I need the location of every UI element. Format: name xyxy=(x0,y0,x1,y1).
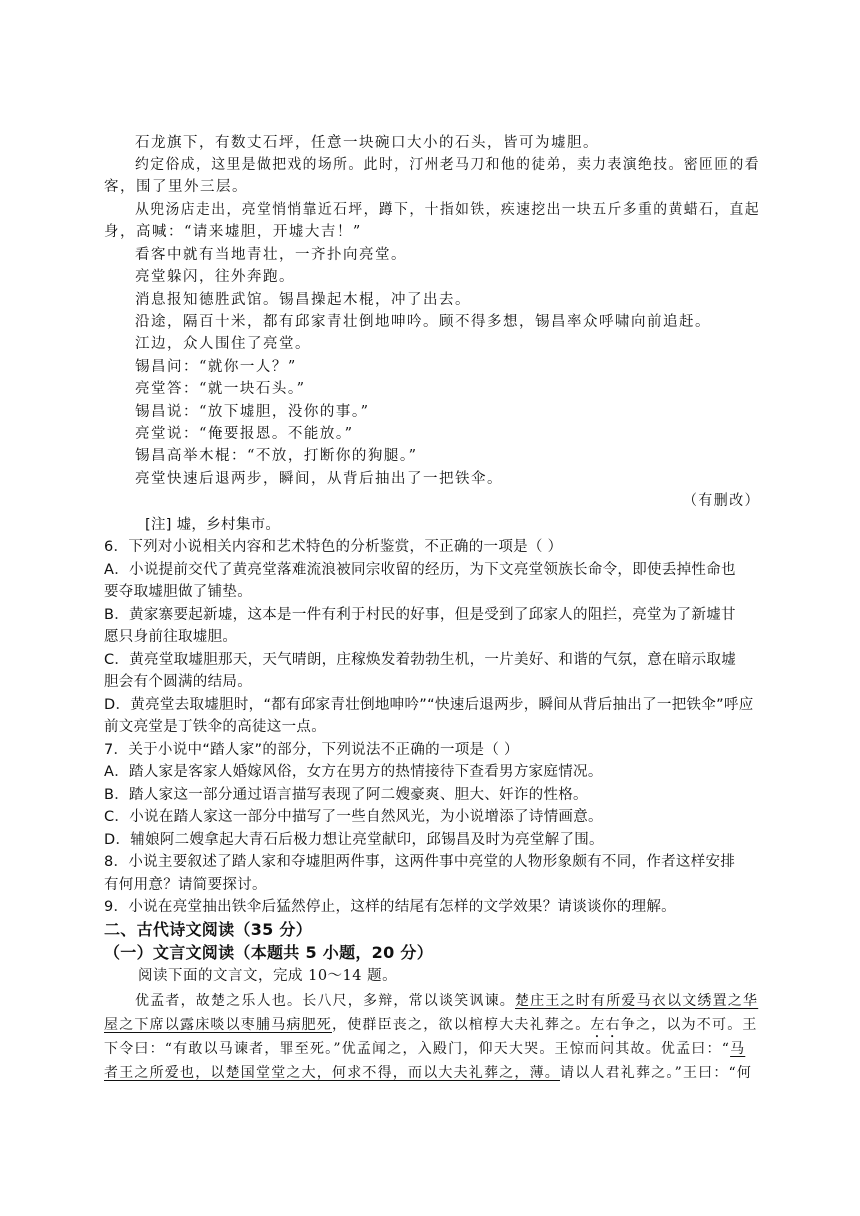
story-paragraph: 客，围了里外三层。 xyxy=(104,179,248,195)
story-paragraph: 亮堂快速后退两步，瞬间，从背后抽出了一把铁伞。 xyxy=(135,471,503,487)
story-paragraph: 亮堂答：“就一块石头。” xyxy=(135,381,306,397)
underlined-sentence: 而以大夫礼葬之，薄。 xyxy=(408,1065,560,1081)
classical-passage-line xyxy=(135,991,758,1011)
question-6-option-b: 愿只身前往取墟胆。 xyxy=(104,629,238,645)
question-6-option-d: D．黄亮堂去取墟胆时，“都有邱家青壮倒地呻吟”“快速后退两步，瞬间从背后抽出了一把铁伞”呼应 xyxy=(104,697,754,713)
story-paragraph: 约定俗成，这里是做把戏的场所。此时，汀州老马刀和他的徒弟，卖力表演绝技。密匝匝的看 xyxy=(135,157,760,173)
question-6-option-b: B．黄家寨要起新墟，这本是一件有利于村民的好事，但是受到了邱家人的阻拦，亮堂为了新墟甘 xyxy=(104,607,736,623)
story-paragraph: 江边，众人围住了亮堂。 xyxy=(135,336,311,352)
underlined-sentence: 者王之所爱也，以楚国堂堂之大，何求不得， xyxy=(104,1065,408,1081)
section-title: 二、古代诗文阅读（35 分） xyxy=(104,920,313,939)
underlined-sentence: 屋之下席以露床啖以枣脯马病肥死 xyxy=(104,1017,332,1033)
classical-text: 争之，以为不可。王 xyxy=(620,1017,758,1033)
story-paragraph: 锡昌问：“就你一人？” xyxy=(135,359,297,375)
question-6-option-a: 要夺取墟胆做了铺垫。 xyxy=(104,584,252,600)
story-paragraph: 石龙旗下，有数丈石坪，任意一块碗口大小的石头，皆可为墟胆。 xyxy=(135,135,599,151)
story-paragraph: 身，高喊：“请来墟胆，开墟大吉！” xyxy=(104,224,362,240)
story-paragraph: 看客中就有当地青壮，一齐扑向亮堂。 xyxy=(135,247,407,263)
dotted-word: 左右 xyxy=(590,1017,621,1033)
story-paragraph: 锡昌说：“放下墟胆，没你的事。” xyxy=(135,404,370,420)
source-note: （有删改） xyxy=(683,493,760,509)
classical-passage-line xyxy=(104,1015,758,1041)
question-7-option-d: D．辅娘阿二嫂拿起大青石后极力想让亮堂献印，邱锡昌及时为亮堂解了围。 xyxy=(104,832,604,848)
classical-passage-line xyxy=(104,1063,752,1083)
story-paragraph: 亮堂躲闪，往外奔跑。 xyxy=(135,269,295,285)
question-8: 有何用意？请简要探讨。 xyxy=(104,877,267,893)
subsection-title: （一）文言文阅读（本题共 5 小题，20 分） xyxy=(104,943,434,962)
classical-text: 下令曰：“有敢以马谏者，罪至死。”优孟闻之，入殿门，仰天大哭。王惊而问其故。优孟曰：“ xyxy=(104,1041,731,1057)
classical-text: 优孟者，故楚之乐人也。长八尺，多辩，常以谈笑讽谏。 xyxy=(135,993,515,1009)
story-paragraph: 亮堂说：“俺要报恩。不能放。” xyxy=(135,426,354,442)
question-6: 6．下列对小说相关内容和艺术特色的分析鉴赏，不正确的一项是（ ） xyxy=(104,539,563,555)
question-7-option-b: B．踏人家这一部分通过语言描写表现了阿二嫂豪爽、胆大、奸诈的性格。 xyxy=(104,787,588,803)
question-9: 9．小说在亮堂抽出铁伞后猛然停止，这样的结尾有怎样的文学效果？请谈谈你的理解。 xyxy=(104,899,676,915)
story-paragraph: 锡昌高举木棍：“不放，打断你的狗腿。” xyxy=(135,448,418,464)
underlined-sentence: 楚庄王之时有所爱马衣以文绣置之华 xyxy=(515,993,759,1009)
reading-instruction: 阅读下面的文言文，完成 10～14 题。 xyxy=(138,968,398,984)
question-7: 7．关于小说中“踏人家”的部分，下列说法不正确的一项是（ ） xyxy=(104,742,519,758)
story-paragraph: 沿途，隔百十米，都有邱家青壮倒地呻吟。顾不得多想，锡昌率众呼啸向前追赶。 xyxy=(135,314,711,330)
question-7-option-c: C．小说在踏人家这一部分中描写了一些自然风光，为小说增添了诗情画意。 xyxy=(104,809,603,825)
question-6-option-c: 胆会有个圆满的结局。 xyxy=(104,674,252,690)
question-7-option-a: A．踏人家是客家人婚嫁风俗，女方在男方的热情接待下查看男方家庭情况。 xyxy=(104,764,603,780)
underlined-sentence: 马 xyxy=(730,1041,746,1057)
story-paragraph: 从兜汤店走出，亮堂悄悄靠近石坪，蹲下，十指如铁，疾速挖出一块五斤多重的黄蜡石，直起 xyxy=(135,202,760,218)
question-6-option-a: A．小说提前交代了黄亮堂落难流浪被同宗收留的经历，为下文亮堂领族长命令，即使丢掉性命也 xyxy=(104,562,736,578)
question-6-option-d: 前文亮堂是丁铁伞的高徒这一点。 xyxy=(104,719,326,735)
classical-passage-line xyxy=(104,1039,745,1059)
question-8: 8．小说主要叙述了踏人家和夺墟胆两件事，这两件事中亮堂的人物形象颇有不同，作者这样安排 xyxy=(104,854,736,870)
story-paragraph: 消息报知德胜武馆。锡昌操起木棍，冲了出去。 xyxy=(135,292,471,308)
classical-text: 请以人君礼葬之。”王曰：“何 xyxy=(560,1065,753,1081)
classical-text: ，使群臣丧之，欲以棺椁大夫礼葬之。 xyxy=(332,1017,591,1033)
question-6-option-c: C．黄亮堂取墟胆那天，天气晴朗，庄稼焕发着勃勃生机，一片美好、和谐的气氛，意在暗示取墟 xyxy=(104,652,737,668)
footnote: [注] 墟，乡村集市。 xyxy=(145,517,281,533)
